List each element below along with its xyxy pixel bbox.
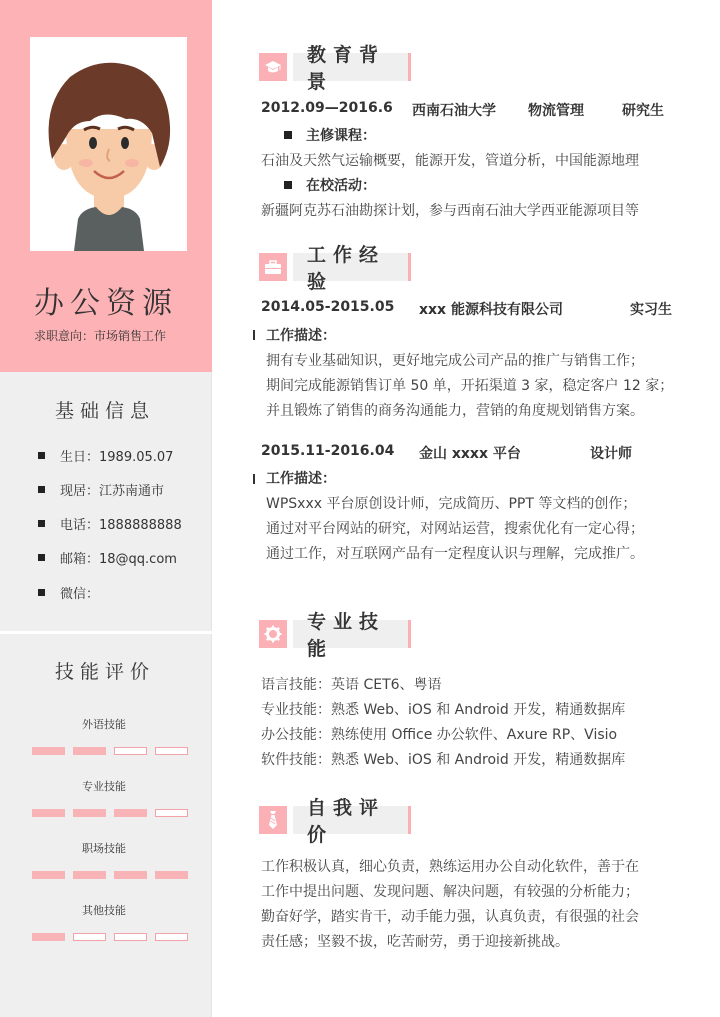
job-period: 2014.05-2015.05 xyxy=(261,299,395,315)
rating-segment-empty xyxy=(114,747,147,755)
section-title: 教育背景 xyxy=(293,53,411,81)
rating-segment-filled xyxy=(32,871,65,879)
skill-label: 其他技能 xyxy=(82,904,126,917)
section-title: 专业技能 xyxy=(293,620,411,648)
bullet-square-icon xyxy=(38,589,45,596)
graduation-cap-icon xyxy=(259,53,287,81)
section-header-skills xyxy=(259,611,411,660)
job-desc-line: 通过对平台网站的研究，对网站运营，搜索优化有一定心得； xyxy=(266,521,644,537)
rating-segment-filled xyxy=(155,871,188,879)
gear-icon xyxy=(259,620,287,648)
courses-text: 石油及天然气运输概要，能源开发，管道分析，中国能源地理 xyxy=(261,153,639,169)
skill-label: 职场技能 xyxy=(82,842,126,855)
bullet-tick xyxy=(253,330,255,340)
section-title: 自我评价 xyxy=(293,806,411,834)
skill-rating-bar xyxy=(32,747,188,755)
self-eval-line: 工作积极认真，细心负责，熟练运用办公自动化软件，善于在 xyxy=(261,859,639,875)
job-company: 金山 xxxx 平台 xyxy=(419,446,521,462)
section-header-education xyxy=(259,44,411,93)
skill-rating-bar xyxy=(32,809,188,817)
rating-segment-empty xyxy=(155,933,188,941)
edu-period: 2012.09—2016.6 xyxy=(261,100,393,116)
edu-school: 西南石油大学 xyxy=(412,103,496,119)
rating-segment-filled xyxy=(73,809,106,817)
info-item-email: 邮箱：18@qq.com xyxy=(38,548,177,567)
rating-segment-empty xyxy=(73,933,106,941)
bullet-square-icon xyxy=(38,486,45,493)
job-desc-line: WPSxxx 平台原创设计师，完成简历、PPT 等文档的创作； xyxy=(266,496,637,512)
job-desc-line: 并且锻炼了销售的商务沟通能力，营销的角度规划销售方案。 xyxy=(266,403,644,419)
rating-segment-filled xyxy=(114,871,147,879)
section-header-work xyxy=(259,244,411,293)
skill-line: 专业技能：熟悉 Web、iOS 和 Android 开发，精通数据库 xyxy=(261,702,626,718)
rating-segment-filled xyxy=(73,871,106,879)
rating-segment-filled xyxy=(32,933,65,941)
job-desc-line: 期间完成能源销售订单 50 单，开拓渠道 3 家，稳定客户 12 家； xyxy=(266,378,674,394)
bullet-square-icon xyxy=(38,520,45,527)
bullet-square-icon xyxy=(284,181,292,189)
rating-segment-empty xyxy=(155,747,188,755)
basic-info-title: 基础信息 xyxy=(54,400,155,422)
skill-line: 语言技能：英语 CET6、粤语 xyxy=(261,677,442,693)
rating-segment-empty xyxy=(155,809,188,817)
job-desc-line: 通过工作，对互联网产品有一定程度认识与理解，完成推广。 xyxy=(266,546,644,562)
job-role: 设计师 xyxy=(590,446,632,462)
rating-segment-filled xyxy=(114,809,147,817)
skill-line: 办公技能：熟练使用 Office 办公软件、Axure RP、Visio xyxy=(261,727,618,743)
sidebar-divider xyxy=(0,631,212,634)
job-period: 2015.11-2016.04 xyxy=(261,443,395,459)
job-company: xxx 能源科技有限公司 xyxy=(419,302,563,318)
bullet-square-icon xyxy=(284,131,292,139)
rating-segment-filled xyxy=(32,809,65,817)
sidebar xyxy=(0,0,212,1017)
avatar xyxy=(30,37,187,251)
job-desc-label: 工作描述： xyxy=(266,328,336,344)
rating-segment-empty xyxy=(114,933,147,941)
skill-label: 专业技能 xyxy=(82,780,126,793)
skill-rating-bar xyxy=(32,933,188,941)
profile-header xyxy=(0,0,212,372)
job-role: 实习生 xyxy=(630,302,672,318)
job-desc-label: 工作描述： xyxy=(266,471,336,487)
info-item-wechat: 微信： xyxy=(38,583,99,602)
activities-label: 在校活动： xyxy=(284,175,376,195)
skills-eval-title: 技能评价 xyxy=(54,661,155,683)
job-desc-line: 拥有专业基础知识，更好地完成公司产品的推广与销售工作； xyxy=(266,353,644,369)
skill-rating-bar xyxy=(32,871,188,879)
edu-major: 物流管理 xyxy=(528,103,584,119)
person-name: 办公资源 xyxy=(34,286,178,321)
section-title: 工作经验 xyxy=(293,253,411,281)
bullet-square-icon xyxy=(38,554,45,561)
self-eval-line: 工作中提出问题、发现问题、解决问题，有较强的分析能力； xyxy=(261,884,639,900)
skill-line: 软件技能：熟悉 Web、iOS 和 Android 开发，精通数据库 xyxy=(261,752,626,768)
bullet-tick xyxy=(253,474,255,484)
bullet-square-icon xyxy=(38,452,45,459)
courses-label: 主修课程： xyxy=(284,125,376,145)
section-header-self-eval xyxy=(259,797,411,846)
self-eval-line: 勤奋好学，踏实肯干，动手能力强，认真负责，有很强的社会 xyxy=(261,909,639,925)
info-item-phone: 电话：1888888888 xyxy=(38,514,182,533)
rating-segment-filled xyxy=(32,747,65,755)
info-item-birthday: 生日：1989.05.07 xyxy=(38,446,173,465)
activities-text: 新疆阿克苏石油勘探计划，参与西南石油大学西亚能源项目等 xyxy=(261,203,639,219)
skill-label: 外语技能 xyxy=(82,718,126,731)
job-intent: 求职意向：市场销售工作 xyxy=(34,329,167,343)
edu-degree: 研究生 xyxy=(622,103,664,119)
info-item-residence: 现居：江苏南通市 xyxy=(38,480,164,499)
briefcase-icon xyxy=(259,253,287,281)
necktie-icon xyxy=(259,806,287,834)
self-eval-line: 责任感；坚毅不拔，吃苦耐劳，勇于迎接新挑战。 xyxy=(261,934,569,950)
avatar-cartoon-icon xyxy=(30,37,187,251)
rating-segment-filled xyxy=(73,747,106,755)
